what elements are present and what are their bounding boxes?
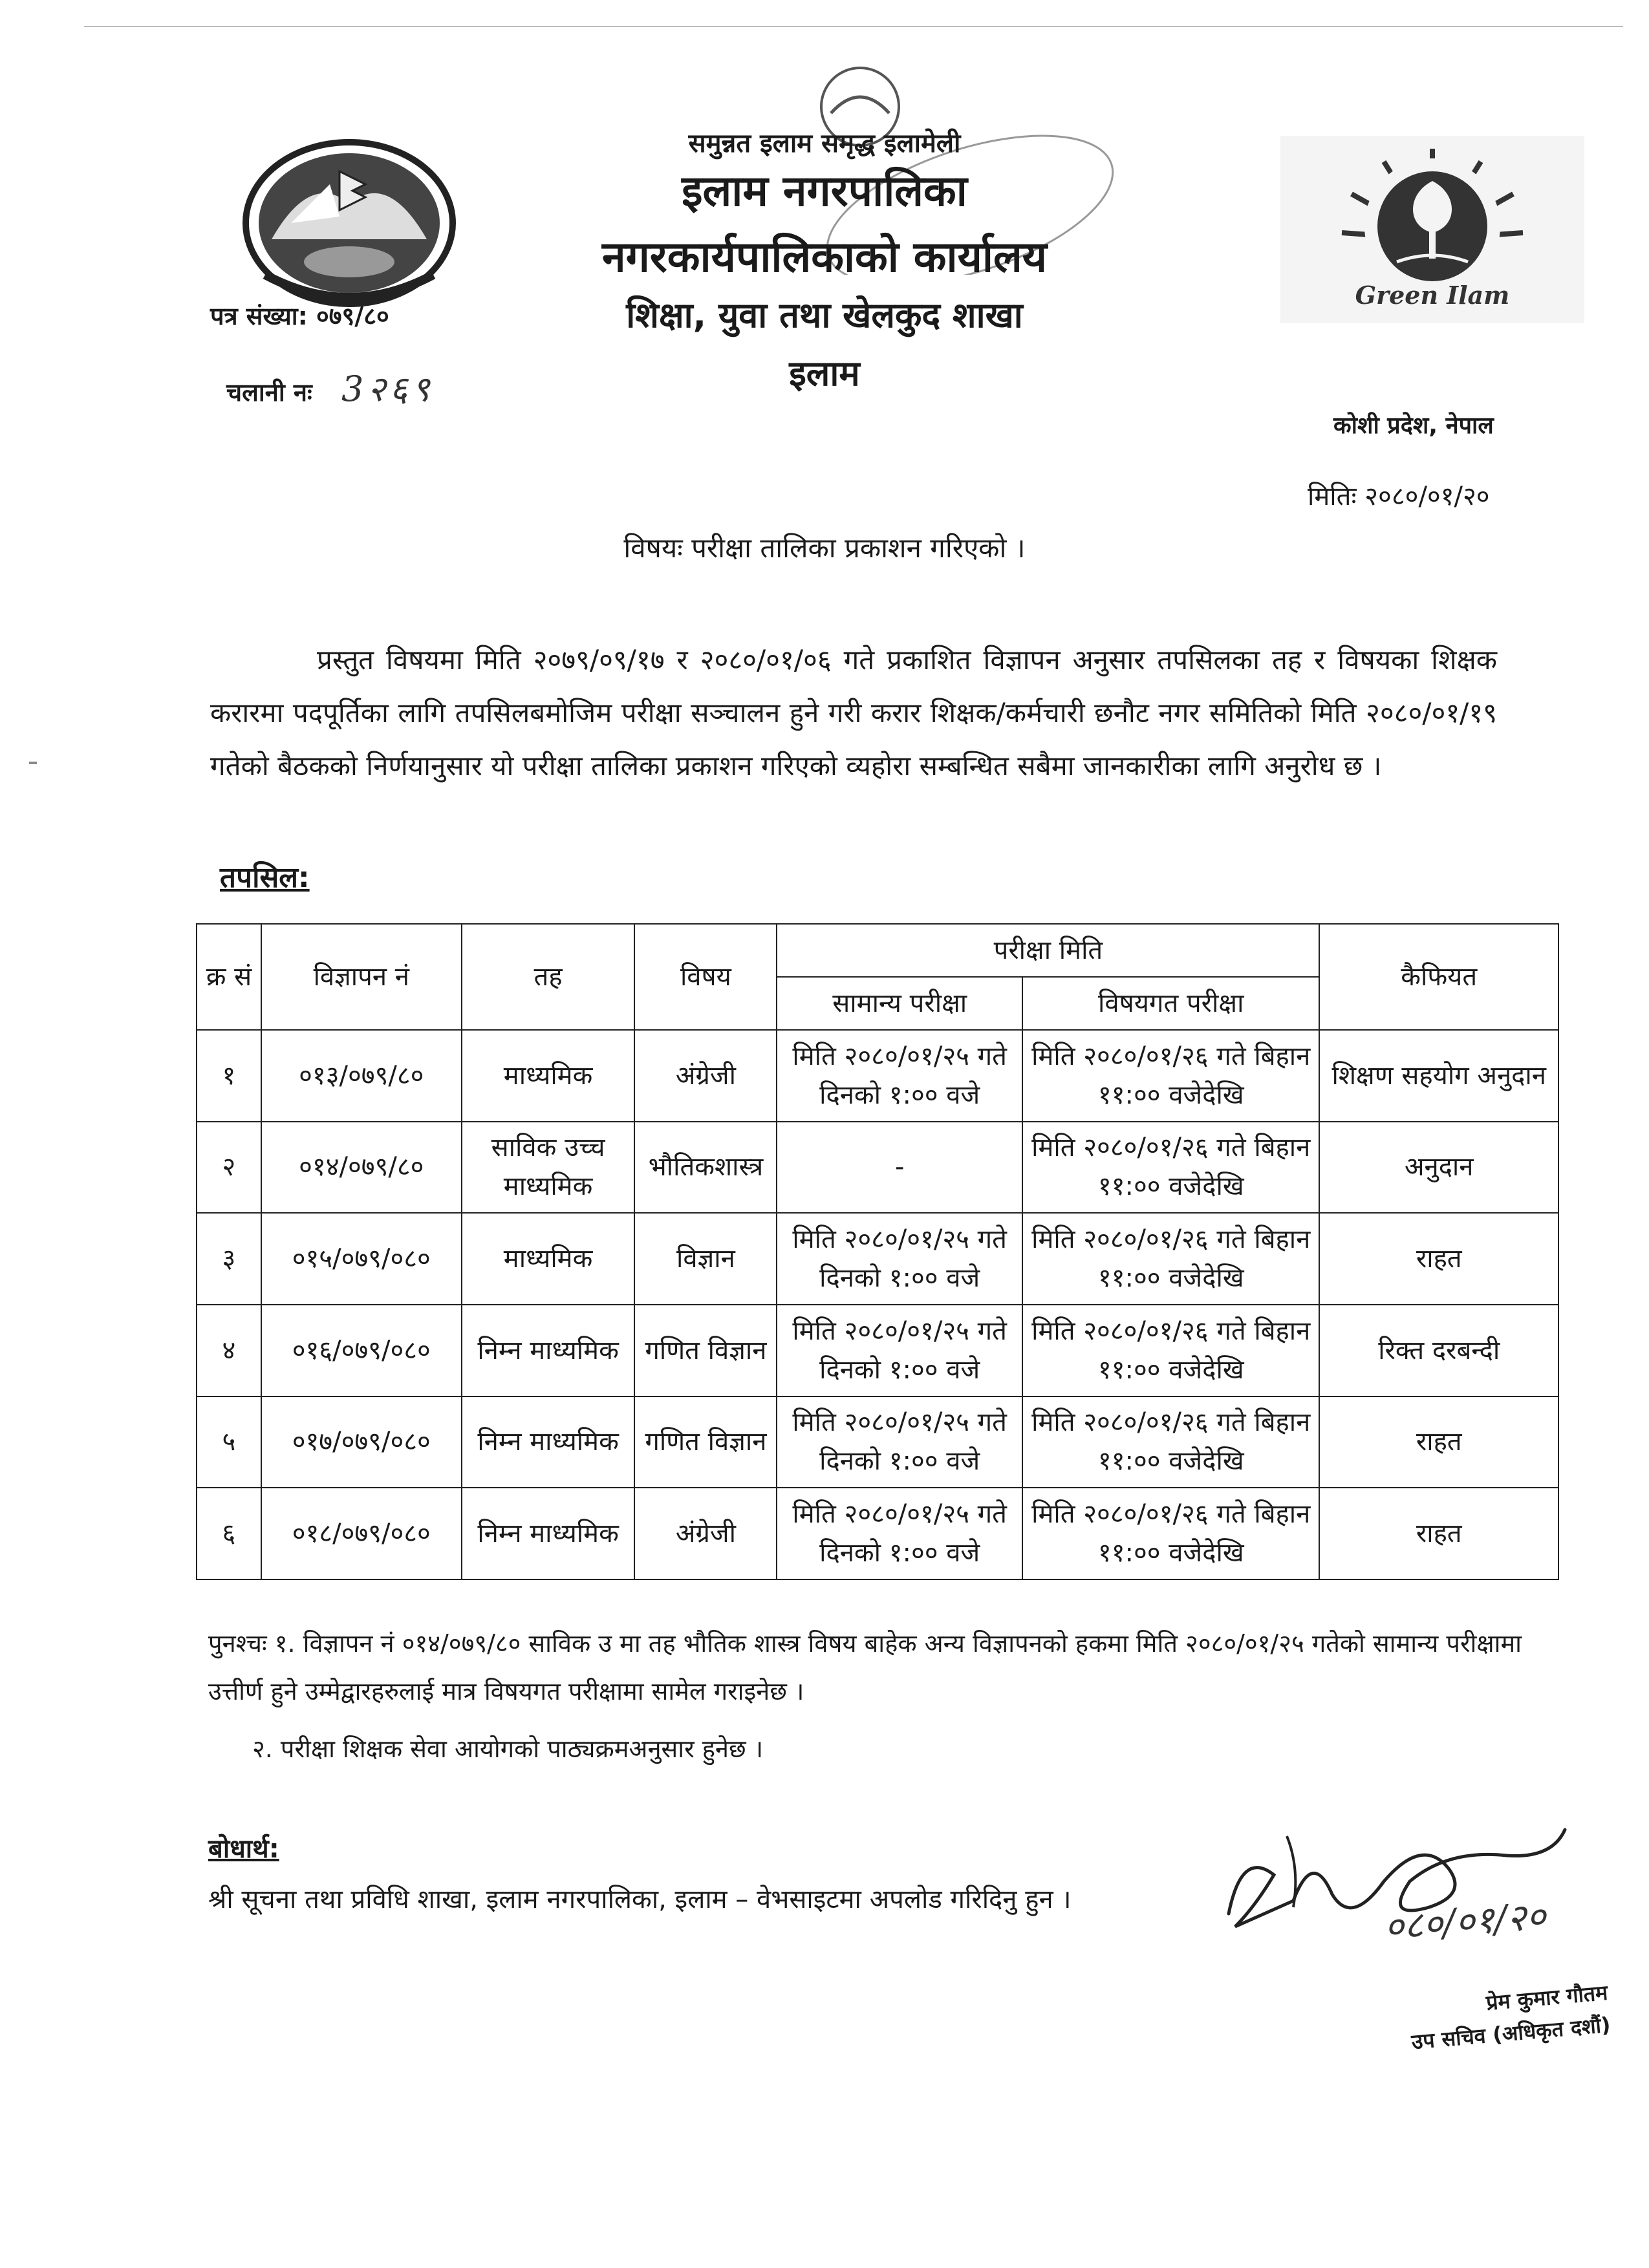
- cell-general-exam: मिति २०८०/०१/२५ गते दिनको १:०० वजे: [777, 1305, 1022, 1396]
- cell-ad-no: ०१४/०७९/८०: [261, 1122, 462, 1214]
- exam-schedule-table: [196, 923, 1559, 1580]
- cell-general-exam: मिति २०८०/०१/२५ गते दिनको १:०० वजे: [777, 1213, 1022, 1305]
- cell-subject: गणित विज्ञान: [634, 1305, 777, 1396]
- cc-line: श्री सूचना तथा प्रविधि शाखा, इलाम नगरपालिका, इलाम – वेभसाइटमा अपलोड गरिदिनु हुन ।: [208, 1885, 1072, 1914]
- chalani-label: चलानी नः: [226, 378, 312, 407]
- cell-remarks: अनुदान: [1319, 1122, 1558, 1214]
- signatory-title: उप सचिव (अधिकृत दशौं): [1410, 2012, 1611, 2055]
- reference-number: [210, 299, 389, 332]
- cell-subject-exam: मिति २०८०/०१/२६ गते बिहान ११:०० वजेदेखि: [1022, 1122, 1319, 1214]
- header-level: तह: [462, 924, 635, 1030]
- cell-remarks: राहत: [1319, 1488, 1558, 1579]
- cell-subject: अंग्रेजी: [634, 1030, 777, 1122]
- cell-remarks: राहत: [1319, 1396, 1558, 1488]
- table-row: [197, 1030, 1558, 1122]
- cell-level: माध्यमिक: [462, 1213, 635, 1305]
- top-border-line: [84, 26, 1623, 27]
- cell-subject: विज्ञान: [634, 1213, 777, 1305]
- cell-ad-no: ०१७/०७९/०८०: [261, 1396, 462, 1488]
- cell-level: निम्न माध्यमिक: [462, 1305, 635, 1396]
- cell-ad-no: ०१५/०७९/०८०: [261, 1213, 462, 1305]
- date-label: मितिः: [1308, 482, 1357, 511]
- postscript-note-1: पुनश्चः १. विज्ञापन नं ०१४/०७९/८० साविक उ मा तह भौतिक शास्त्र विषय बाहेक अन्य विज्ञापनको हकमा मिति २०८०/०१/२५ गतेको सामान्य परीक्षामा उत्तीर्ण हुने उम्मेद्वारहरुलाई मात्र विषयगत परीक्षामा सामेल गराइनेछ ।: [208, 1629, 1522, 1706]
- cell-general-exam: मिति २०८०/०१/२५ गते दिनको १:०० वजे: [777, 1396, 1022, 1488]
- header-subject-exam: विषयगत परीक्षा: [1022, 977, 1319, 1030]
- cell-remarks: रिक्त दरबन्दी: [1319, 1305, 1558, 1396]
- cell-ad-no: ०१३/०७९/८०: [261, 1030, 462, 1122]
- cell-subject-exam: मिति २०८०/०१/२६ गते बिहान ११:०० वजेदेखि: [1022, 1213, 1319, 1305]
- cell-general-exam: -: [777, 1122, 1022, 1214]
- ref-label: पत्र संख्या:: [210, 302, 308, 330]
- cell-subject-exam: मिति २०८०/०१/२६ गते बिहान ११:०० वजेदेखि: [1022, 1305, 1319, 1396]
- header-ad-no: विज्ञापन नं: [261, 924, 462, 1030]
- cell-general-exam: मिति २०८०/०१/२५ गते दिनको १:०० वजे: [777, 1030, 1022, 1122]
- cell-remarks: राहत: [1319, 1213, 1558, 1305]
- cell-remarks: शिक्षण सहयोग अनुदान: [1319, 1030, 1558, 1122]
- cell-sn: ४: [197, 1305, 261, 1396]
- body-paragraph: प्रस्तुत विषयमा मिति २०७९/०९/१७ र २०८०/०१/०६ गते प्रकाशित विज्ञापन अनुसार तपसिलका तह र विषयका शिक्षक करारमा पदपूर्तिका लागि तपसिलबमोजिम परीक्षा सञ्चालन हुने गरी करार शिक्षक/कर्मचारी छनौट नगर समितिको मिति २०८०/०१/१९ गतेको बैठकको निर्णयानुसार यो परीक्षा तालिका प्रकाशन गरिएको व्यहोरा सम्बन्धित सबैमा जानकारीका लागि अनुरोध छ ।: [210, 644, 1497, 782]
- cell-subject: भौतिकशास्त्र: [634, 1122, 777, 1214]
- green-ilam-text: Green Ilam: [1355, 281, 1510, 310]
- cell-subject: गणित विज्ञान: [634, 1396, 777, 1488]
- cell-ad-no: ०१६/०७९/०८०: [261, 1305, 462, 1396]
- table-row: [197, 1213, 1558, 1305]
- cell-level: निम्न माध्यमिक: [462, 1396, 635, 1488]
- chalani-number: 3२६९: [341, 369, 434, 409]
- header-general-exam: सामान्य परीक्षा: [777, 977, 1022, 1030]
- office-name: नगरकार्यपालिकाको कार्यालय: [602, 232, 1047, 282]
- cell-subject: अंग्रेजी: [634, 1488, 777, 1579]
- cell-subject-exam: मिति २०८०/०१/२६ गते बिहान ११:०० वजेदेखि: [1022, 1396, 1319, 1488]
- ref-value: ०७९/८०: [316, 302, 389, 330]
- cell-general-exam: मिति २०८०/०१/२५ गते दिनको १:०० वजे: [777, 1488, 1022, 1579]
- cell-sn: ५: [197, 1396, 261, 1488]
- cell-sn: ३: [197, 1213, 261, 1305]
- signatory-name: प्रेम कुमार गौतम: [1485, 1980, 1609, 2015]
- cell-sn: १: [197, 1030, 261, 1122]
- table-row: [197, 1488, 1558, 1579]
- table-row: [197, 1305, 1558, 1396]
- cell-level: साविक उच्च माध्यमिक: [462, 1122, 635, 1214]
- section-name: शिक्षा, युवा तथा खेलकुद शाखा: [626, 295, 1023, 336]
- cell-sn: २: [197, 1122, 261, 1214]
- date-value: २०८०/०१/२०: [1364, 482, 1490, 511]
- letter-date: [1308, 477, 1490, 513]
- cell-level: माध्यमिक: [462, 1030, 635, 1122]
- subject-line: विषयः परीक्षा तालिका प्रकाशन गरिएको ।: [623, 532, 1026, 564]
- table-row: [197, 1122, 1558, 1214]
- bodhartha-heading: बोधार्थ:: [208, 1834, 279, 1864]
- cell-sn: ६: [197, 1488, 261, 1579]
- header-sn: क्र सं: [197, 924, 261, 1030]
- cell-level: निम्न माध्यमिक: [462, 1488, 635, 1579]
- municipality-name: इलाम नगरपालिका: [682, 166, 967, 216]
- table-row: [197, 1396, 1558, 1488]
- header-exam-date: परीक्षा मिति: [777, 924, 1319, 977]
- province: कोशी प्रदेश, नेपाल: [1333, 412, 1494, 439]
- tapasil-heading: तपसिल:: [220, 861, 310, 894]
- header-subject: विषय: [634, 924, 777, 1030]
- cell-subject-exam: मिति २०८०/०१/२६ गते बिहान ११:०० वजेदेखि: [1022, 1488, 1319, 1579]
- place-name: इलाम: [789, 353, 860, 394]
- postscript-note-2: २. परीक्षा शिक्षक सेवा आयोगको पाठ्यक्रमअनुसार हुनेछ ।: [252, 1735, 764, 1763]
- motto: समुन्नत इलाम समृद्ध इलामेली: [688, 129, 961, 158]
- cell-ad-no: ०१८/०७९/०८०: [261, 1488, 462, 1579]
- signature-date: ०८०/०१/२०: [1383, 1894, 1547, 1949]
- header-remarks: कैफियत: [1319, 924, 1558, 1030]
- margin-mark: [29, 762, 37, 764]
- cell-subject-exam: मिति २०८०/०१/२६ गते बिहान ११:०० वजेदेखि: [1022, 1030, 1319, 1122]
